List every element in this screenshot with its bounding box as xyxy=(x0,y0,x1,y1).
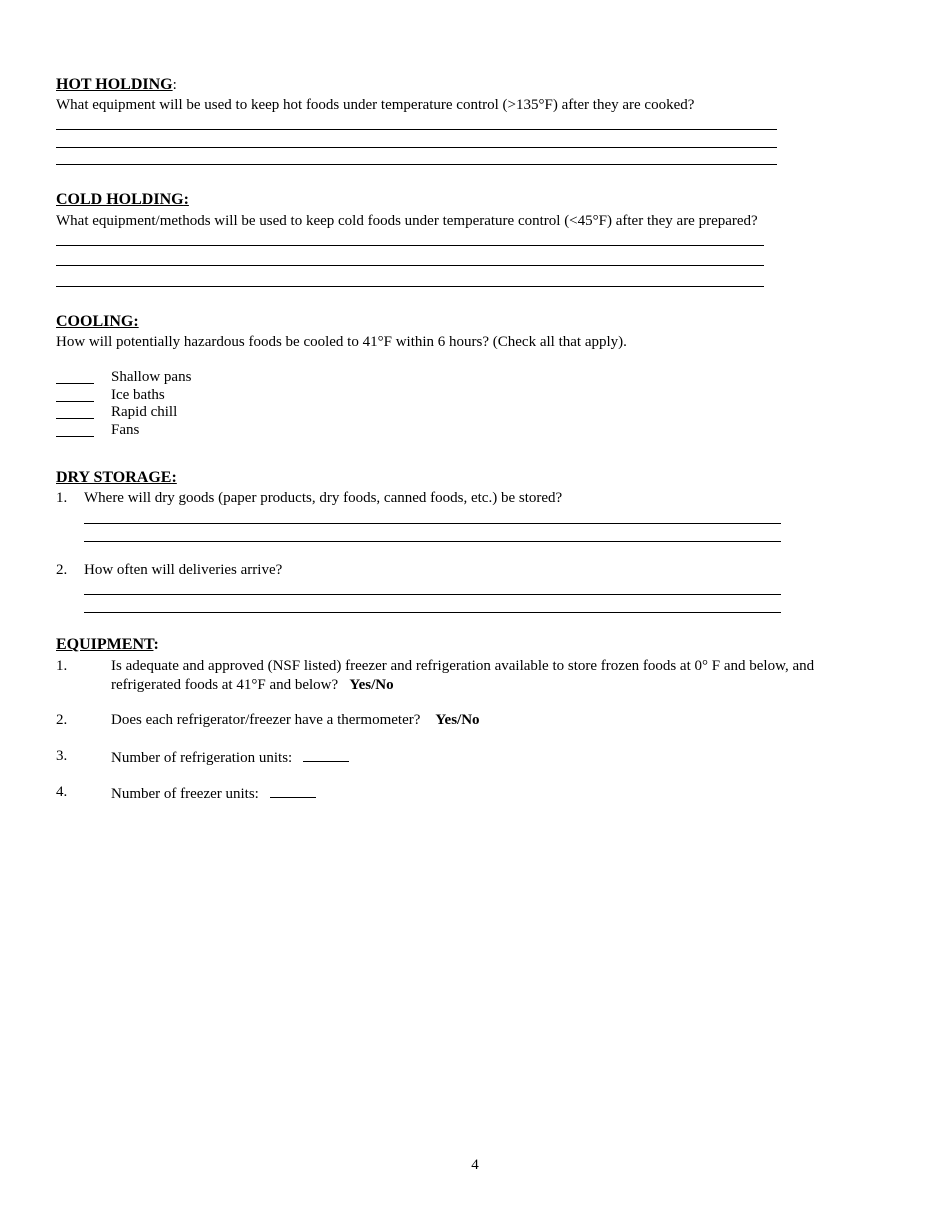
cold-holding-question: What equipment/methods will be used to keep cold foods under temperature control (<45°F) after they are prepared? xyxy=(56,213,758,229)
equipment-item-number: 3. xyxy=(56,748,68,764)
equipment-question-row xyxy=(111,783,316,803)
equipment-heading: EQUIPMENT xyxy=(56,636,154,653)
freezer-units-blank[interactable] xyxy=(270,783,316,798)
hot-holding-heading: HOT HOLDING xyxy=(56,76,173,93)
equipment-question-line2: refrigerated foods at 41°F and below? xyxy=(111,677,339,693)
cooling-checkbox-line[interactable] xyxy=(56,383,94,384)
dry-storage-answer-line[interactable] xyxy=(84,523,781,524)
hot-holding-answer-line[interactable] xyxy=(56,147,777,148)
dry-storage-item-number: 1. xyxy=(56,490,68,506)
cooling-checkbox-line[interactable] xyxy=(56,401,94,402)
dry-storage-colon: : xyxy=(171,469,177,486)
dry-storage-question: Where will dry goods (paper products, dry foods, canned foods, etc.) be stored? xyxy=(84,490,563,506)
cooling-checkbox-line[interactable] xyxy=(56,436,94,437)
yes-no-answer[interactable]: Yes/No xyxy=(349,677,394,693)
hot-holding-answer-line[interactable] xyxy=(56,129,777,130)
equipment-question-row xyxy=(111,711,480,729)
refrigeration-units-blank[interactable] xyxy=(303,747,349,762)
dry-storage-answer-line[interactable] xyxy=(84,541,781,542)
cold-holding-answer-line[interactable] xyxy=(56,245,764,246)
dry-storage-item-number: 2. xyxy=(56,562,68,578)
hot-holding-question: What equipment will be used to keep hot foods under temperature control (>135°F) after they are cooked? xyxy=(56,97,695,113)
dry-storage-answer-line[interactable] xyxy=(84,594,781,595)
cold-holding-heading: COLD HOLDING xyxy=(56,191,184,208)
hot-holding-colon: : xyxy=(172,77,177,93)
equipment-question: Does each refrigerator/freezer have a thermometer? xyxy=(111,712,421,728)
equipment-question-row xyxy=(111,747,349,767)
hot-holding-heading-row xyxy=(56,76,177,94)
equipment-item-number: 2. xyxy=(56,712,68,728)
dry-storage-heading-row xyxy=(56,469,177,487)
equipment-item-number: 4. xyxy=(56,784,68,800)
equipment-question: Number of freezer units: xyxy=(111,786,259,802)
equipment-question-continued xyxy=(111,676,394,694)
equipment-item-number: 1. xyxy=(56,658,68,674)
cold-holding-colon: : xyxy=(183,191,189,208)
equipment-question: Number of refrigeration units: xyxy=(111,750,293,766)
dry-storage-answer-line[interactable] xyxy=(84,612,781,613)
equipment-question: Is adequate and approved (NSF listed) freezer and refrigeration available to store frozen foods at 0° F and below, and xyxy=(111,658,815,674)
cooling-heading: COOLING: xyxy=(56,313,139,330)
cold-holding-answer-line[interactable] xyxy=(56,265,764,266)
page-number: 4 xyxy=(471,1157,479,1173)
dry-storage-heading: DRY STORAGE xyxy=(56,469,172,486)
cooling-checkbox-line[interactable] xyxy=(56,418,94,419)
cold-holding-answer-line[interactable] xyxy=(56,286,764,287)
cooling-option: Shallow pans xyxy=(111,369,192,385)
cooling-question: How will potentially hazardous foods be cooled to 41°F within 6 hours? (Check all that apply). xyxy=(56,334,627,350)
cold-holding-heading-row xyxy=(56,191,189,209)
equipment-colon: : xyxy=(153,636,159,653)
equipment-heading-row xyxy=(56,636,159,654)
hot-holding-answer-line[interactable] xyxy=(56,164,777,165)
dry-storage-question: How often will deliveries arrive? xyxy=(84,562,283,578)
cooling-option: Rapid chill xyxy=(111,404,178,420)
yes-no-answer[interactable]: Yes/No xyxy=(435,712,480,728)
cooling-option: Fans xyxy=(111,422,140,438)
cooling-option: Ice baths xyxy=(111,387,165,403)
